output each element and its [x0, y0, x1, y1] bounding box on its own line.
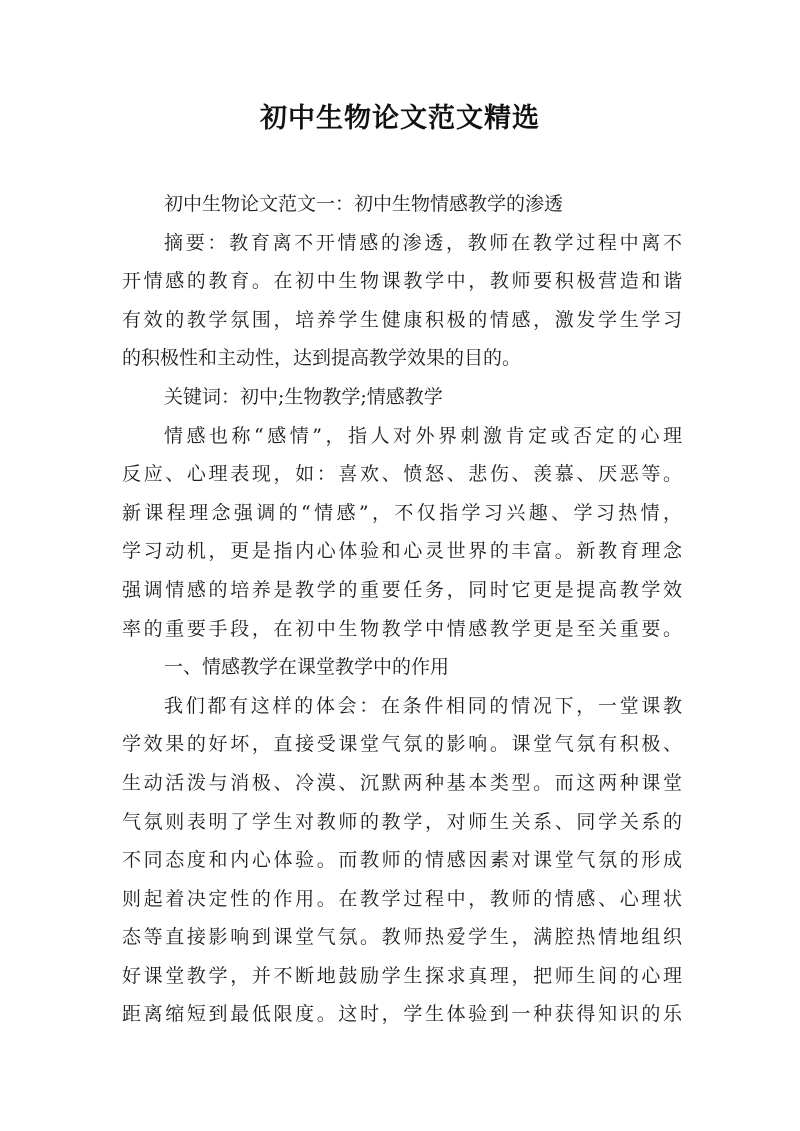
paragraph-line: 距离缩短到最低限度。这时，学生体验到一种获得知识的乐 — [122, 1003, 682, 1026]
section-heading: 一、情感教学在课堂教学中的作用 — [164, 656, 450, 679]
paragraph-line: 气氛则表明了学生对教师的教学，对师生关系、同学关系的 — [122, 810, 682, 833]
paragraph-line: 生动活泼与消极、冷漠、沉默两种基本类型。而这两种课堂 — [122, 771, 682, 794]
paragraph-line: 情感也称“感情”，指人对外界刺激肯定或否定的心理 — [164, 424, 682, 447]
paragraph-line: 开情感的教育。在初中生物课教学中，教师要积极营造和谐 — [122, 270, 682, 293]
paragraph-line: 态等直接影响到课堂气氛。教师热爱学生，满腔热情地组织 — [122, 926, 682, 949]
paragraph-line: 摘要：教育离不开情感的渗透，教师在教学过程中离不 — [164, 231, 682, 254]
paragraph-line: 学效果的好坏，直接受课堂气氛的影响。课堂气氛有积极、 — [122, 733, 682, 756]
paragraph-line: 率的重要手段，在初中生物教学中情感教学更是至关重要。 — [122, 617, 682, 640]
paragraph-line: 我们都有这样的体会：在条件相同的情况下，一堂课教 — [164, 694, 682, 717]
paragraph-line: 则起着决定性的作用。在教学过程中，教师的情感、心理状 — [122, 887, 682, 910]
paragraph-line: 强调情感的培养是教学的重要任务，同时它更是提高教学效 — [122, 578, 682, 601]
document-body — [122, 185, 682, 1034]
paragraph-line: 学习动机，更是指内心体验和心灵世界的丰富。新教育理念 — [122, 540, 682, 563]
section-heading-article-one: 初中生物论文范文一：初中生物情感教学的渗透 — [164, 193, 564, 215]
document-title: 初中生物论文范文精选 — [260, 103, 540, 134]
paragraph-line: 有效的教学氛围，培养学生健康积极的情感，激发学生学习 — [122, 308, 682, 331]
paragraph-line: 不同态度和内心体验。而教师的情感因素对课堂气氛的形成 — [122, 849, 682, 872]
paragraph-line: 反应、心理表现，如：喜欢、愤怒、悲伤、羡慕、厌恶等。 — [122, 463, 682, 486]
paragraph-line: 的积极性和主动性，达到提高教学效果的目的。 — [122, 347, 522, 370]
keywords-line: 关键词：初中;生物教学;情感教学 — [164, 385, 443, 408]
paragraph-line: 新课程理念强调的“情感”，不仅指学习兴趣、学习热情， — [122, 501, 682, 524]
paragraph-line: 好课堂教学，并不断地鼓励学生探求真理，把师生间的心理 — [122, 964, 682, 987]
